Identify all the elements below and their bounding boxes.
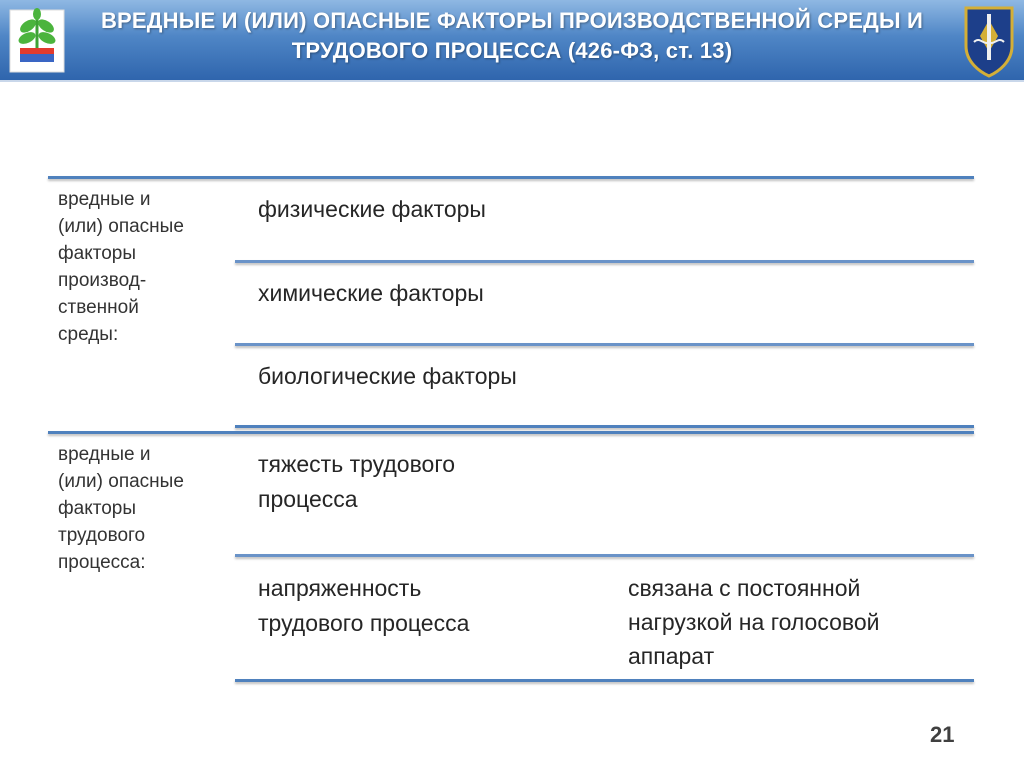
factor-intensity: напряженность трудового процесса	[258, 575, 470, 636]
factor-chemical: химические факторы	[258, 280, 484, 306]
factor-severity: тяжесть трудового процесса	[258, 451, 456, 512]
slide-title: ВРЕДНЫЕ И (ИЛИ) ОПАСНЫЕ ФАКТОРЫ ПРОИЗВОДСТВЕННОЙ СРЕДЫ И ТРУДОВОГО ПРОЦЕССА (426-ФЗ, ст. 13)	[100, 8, 924, 63]
group-divider	[48, 431, 974, 434]
factor-biological: биологические факторы	[258, 363, 517, 389]
intensity-note: связана с постоянной нагрузкой на голосовой аппарат	[628, 575, 880, 669]
union-logo-icon	[6, 4, 70, 76]
slide-header	[0, 0, 1024, 82]
page-number: 21	[930, 722, 955, 747]
group-label-process: вредные и (или) опасные факторы трудового процесса:	[58, 444, 184, 573]
factor-physical: физические факторы	[258, 196, 486, 222]
group-divider-top	[48, 176, 974, 179]
row-divider	[235, 343, 974, 346]
row-divider	[235, 554, 974, 557]
emblem-shield-icon	[960, 2, 1018, 78]
group-label-environment: вредные и (или) опасные факторы производ- ственной среды:	[58, 189, 184, 345]
row-divider	[235, 260, 974, 263]
table-bottom-rule	[235, 679, 974, 682]
row-divider	[235, 425, 974, 428]
